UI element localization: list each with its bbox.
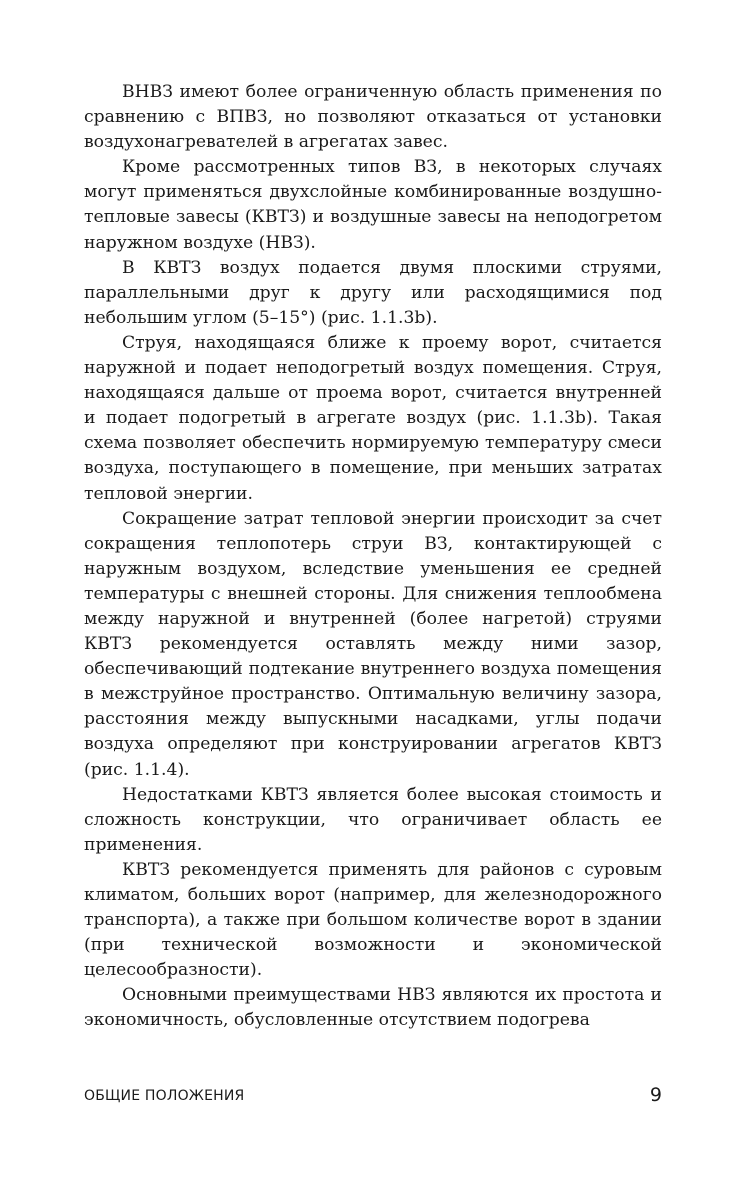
paragraph: Струя, находящаяся ближе к проему ворот, считается наружной и подает неподогретый воздух помещения. Струя, находящаяся дальше от проема ворот, считается внутренней и подает подогретый в агрегате воздух (рис. 1.1.3b). Такая схема позволяет обеспечить нормируемую температуру смеси воздуха, поступающего в помещение, при меньших затратах тепловой энергии. [84,332,662,504]
page-footer [84,1084,662,1110]
running-title: ОБЩИЕ ПОЛОЖЕНИЯ [84,1088,245,1104]
paragraph: В КВТЗ воздух подается двумя плоскими струями, параллельными друг к другу или расходящимися под небольшим углом (5–15°) (рис. 1.1.3b). [84,257,662,328]
body-text [84,80,662,1034]
paragraph: Кроме рассмотренных типов ВЗ, в некоторых случаях могут применяться двухслойные комбинированные воздушно-тепловые завесы (КВТЗ) и воздушные завесы на неподогретом наружном воздухе (НВЗ). [84,157,662,253]
page-number: 9 [649,1084,662,1106]
paragraph: Основными преимуществами НВЗ являются их простота и экономичность, обусловленные отсутствием подогрева [84,985,662,1031]
paragraph: Сокращение затрат тепловой энергии происходит за счет сокращения теплопотерь струи ВЗ, контактирующей с наружным воздухом, вследствие уменьшения ее средней температуры с внешней стороны. Для снижения теплообмена между наружной и внутренней (более нагретой) струями КВТЗ рекомендуется оставлять между ними зазор, обеспечивающий подтекание внутреннего воздуха помещения в межструйное пространство. Оптимальную величину зазора, расстояния между выпускными насадками, углы подачи воздуха определяют при конструировании агрегатов КВТЗ (рис. 1.1.4). [84,508,662,780]
paragraph: КВТЗ рекомендуется применять для районов с суровым климатом, больших ворот (например, для железнодорожного транспорта), а также при большом количестве ворот в здании (при технической возможности и экономической целесообразности). [84,859,662,981]
paragraph: ВНВЗ имеют более ограниченную область применения по сравнению с ВПВЗ, но позволяют отказаться от установки воздухонагревателей в агрегатах завес. [84,82,662,153]
paragraph: Недостатками КВТЗ является более высокая стоимость и сложность конструкции, что ограничивает область ее применения. [84,784,662,855]
